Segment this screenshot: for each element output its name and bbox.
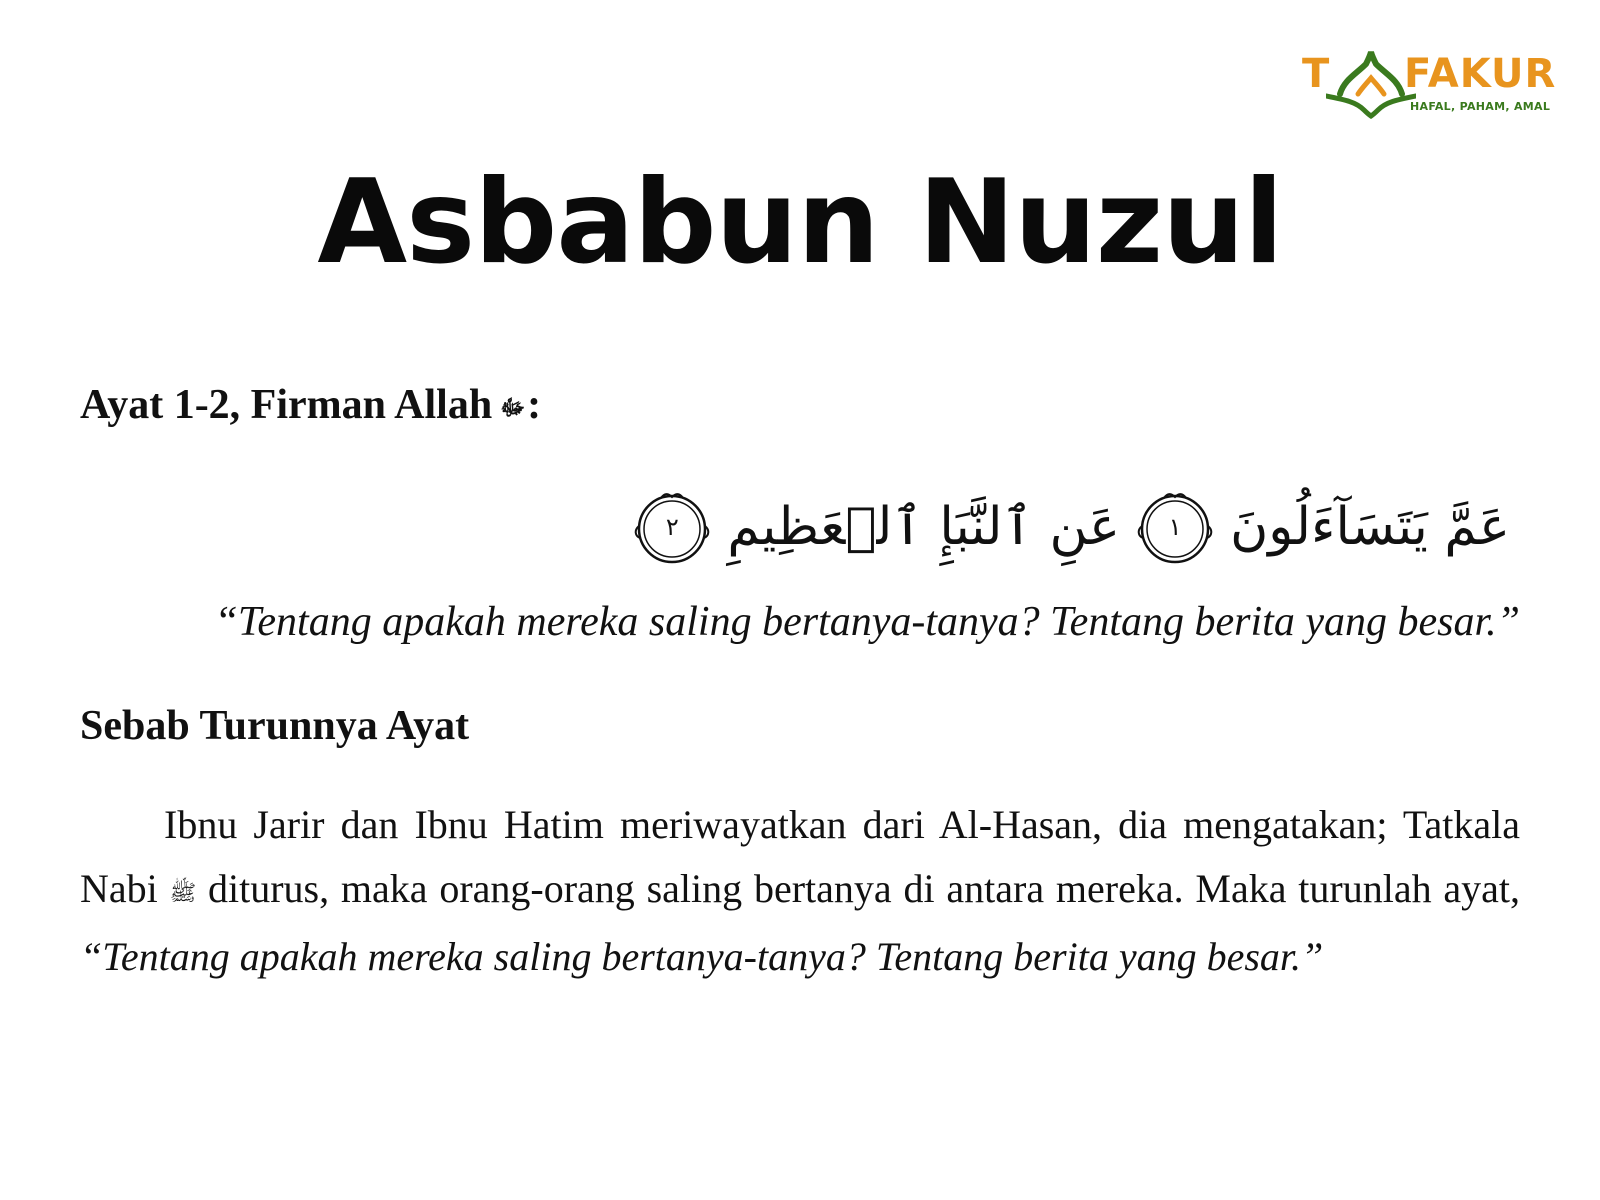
section-heading-sebab: Sebab Turunnya Ayat: [80, 703, 470, 750]
logo-word-fakur: FAKUR: [1404, 51, 1557, 97]
allah-honorific-glyph: ﷻ: [500, 395, 526, 421]
paragraph-text-1: Ibnu Jarir dan Ibnu Hatim meriwayatkan dari Al-Hasan, dia mengatakan; Tatkala Nabi: [80, 802, 1520, 912]
verse-marker-1: [1134, 486, 1216, 568]
verse-number-2: ٢: [665, 513, 679, 542]
ayat-heading-colon: :: [527, 382, 542, 428]
document-body: [80, 380, 1520, 1029]
arabic-verse-line: [80, 477, 1520, 577]
paragraph-text-2: diturus, maka orang-orang saling bertanya di antara mereka. Maka turunlah ayat,: [207, 866, 1520, 912]
brand-logo: [1300, 50, 1570, 122]
verse-number-1: ١: [1168, 513, 1182, 542]
mosque-dome-icon: [1326, 50, 1416, 120]
logo-wordmark: [1300, 50, 1570, 98]
arabic-verse-2: عَنِ ٱلنَّبَإِ ٱلۡعَظِيمِ: [727, 497, 1121, 558]
logo-tagline: HAFAL, PAHAM, AMAL: [1410, 100, 1551, 113]
page-title: Asbabun Nuzul: [317, 155, 1283, 290]
arabic-verse-1: عَمَّ يَتَسَآءَلُونَ: [1230, 497, 1510, 558]
prophet-honorific-glyph: ﷺ: [169, 880, 197, 906]
paragraph-quote: “Tentang apakah mereka saling bertanya-tanya? Tentang berita yang besar.”: [80, 934, 1324, 980]
ayat-heading: [80, 380, 1520, 433]
verse-translation: “Tentang apakah mereka saling bertanya-tanya? Tentang berita yang besar.”: [214, 599, 1520, 646]
sebab-paragraph: [80, 793, 1520, 989]
ayat-heading-text: Ayat 1-2, Firman Allah: [80, 382, 493, 428]
logo-letter-t: T: [1302, 51, 1330, 97]
verse-marker-2: [631, 486, 713, 568]
